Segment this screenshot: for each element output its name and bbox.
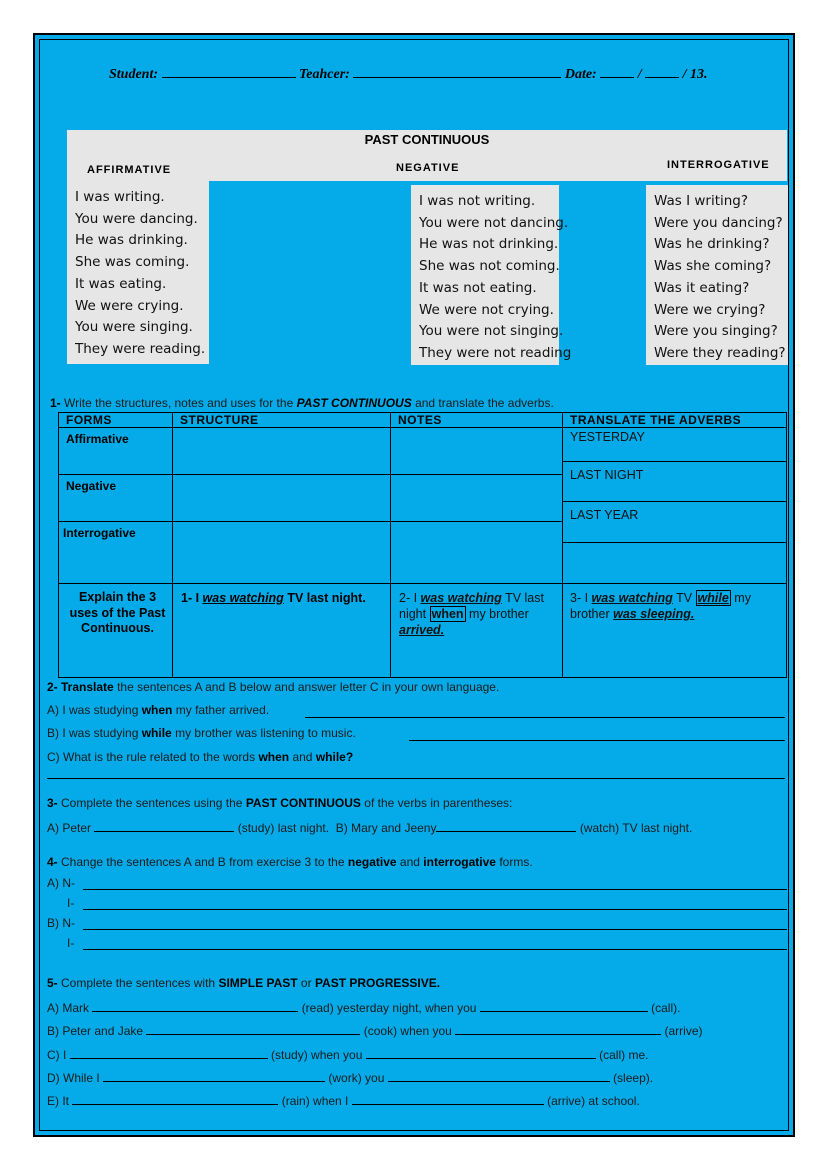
blank-5a-1[interactable] (92, 999, 298, 1012)
affirmative-row-label: Affirmative (59, 428, 173, 475)
teacher-blank[interactable] (353, 65, 561, 78)
date-separator: / (682, 67, 687, 82)
adverb-last-year[interactable] (563, 502, 786, 543)
sentence-text: (cook) when you (363, 1024, 452, 1038)
negative-examples (411, 185, 572, 365)
negative-example-sentence: We were not crying. (419, 301, 554, 318)
negative-example-sentence: It was not eating. (419, 279, 537, 296)
instruction-emphasis: Translate (61, 680, 114, 694)
adverb-blank-space (563, 543, 786, 582)
sentence-text: C) I (47, 1048, 67, 1062)
instruction-emphasis: interrogative (423, 855, 496, 869)
instruction-emphasis: negative (347, 855, 397, 869)
exercise-5-instruction (47, 976, 440, 990)
translate-header: TRANSLATE THE ADVERBS (563, 413, 787, 428)
negative-example-sentence: He was not drinking. (419, 236, 559, 253)
affirmative-example-sentence: We were crying. (75, 297, 184, 314)
answer-line-4b-neg[interactable] (83, 929, 787, 930)
forms-header: FORMS (59, 413, 173, 428)
adverb-label: YESTERDAY (570, 430, 645, 444)
interrogative-notes-cell[interactable] (391, 522, 563, 584)
sentence-keyword: when (141, 703, 173, 717)
instruction-emphasis: PAST CONTINUOUS (296, 396, 412, 410)
structure-header: STRUCTURE (173, 413, 391, 428)
negative-example-sentence: She was not coming. (419, 258, 560, 275)
use-text: TV last night (399, 591, 544, 621)
exercise-number: 3- (47, 796, 58, 810)
sentence-text: (arrive) at school. (547, 1094, 640, 1108)
blank-5b-2[interactable] (455, 1022, 661, 1035)
sentence-text: (study) when you (271, 1048, 363, 1062)
sentence-text: B) I was studying (47, 726, 139, 740)
affirmative-example-sentence: She was coming. (75, 254, 190, 271)
exercise-4-b-int-label: I- (67, 936, 75, 950)
use-keyword: while (697, 591, 729, 605)
affirmative-structure-cell[interactable] (173, 428, 391, 475)
instruction-text: Complete the sentences with (61, 976, 216, 990)
exercise-3-sentences (47, 819, 692, 835)
instruction-emphasis: SIMPLE PAST (218, 976, 298, 990)
use-keyword: when (431, 607, 464, 621)
use-text: TV last night. (287, 591, 366, 605)
use-verb: arrived. (399, 623, 445, 637)
negative-example-sentence: You were not dancing. (419, 214, 569, 231)
use-number: 1- I (181, 591, 200, 605)
instruction-text: or (300, 976, 312, 990)
use-2-cell (391, 584, 563, 678)
instruction-text: Change the sentences A and B from exercise 3 to the (61, 855, 345, 869)
chart-title: PAST CONTINUOUS (364, 132, 490, 147)
sentence-text: (sleep). (613, 1071, 654, 1085)
use-text: my brother (469, 607, 529, 621)
sentence-text: (study) last night. (237, 821, 330, 835)
date-separator: / (637, 67, 642, 82)
negative-example-sentence: You were not singing. (419, 323, 564, 340)
worksheet-page (33, 33, 795, 1137)
interrogative-example-sentence: Were we crying? (654, 301, 766, 318)
negative-title: NEGATIVE (396, 162, 460, 174)
instruction-text: Write the structures, notes and uses for the (64, 396, 294, 410)
exercise-number: 4- (47, 855, 58, 869)
sentence-text: A) I was studying (47, 703, 139, 717)
adverb-yesterday[interactable] (563, 428, 786, 462)
answer-line-4b-int[interactable] (83, 949, 787, 950)
blank-5b-1[interactable] (146, 1022, 360, 1035)
answer-line-2c[interactable] (47, 778, 785, 779)
sentence-text: D) While I (47, 1071, 100, 1085)
negative-row-label: Negative (59, 475, 173, 522)
negative-example-sentence: They were not reading (419, 344, 572, 361)
exercise-1-instruction (50, 396, 554, 410)
use-number: 2- I (399, 591, 418, 605)
interrogative-example-sentence: Were you dancing? (654, 214, 783, 231)
instruction-emphasis: PAST PROGRESSIVE. (314, 976, 441, 990)
teacher-label: Teahcer: (299, 67, 350, 82)
exercise-number: 2- (47, 680, 58, 694)
sentence-text: (arrive) (664, 1024, 703, 1038)
use-verb: was sleeping. (613, 607, 695, 621)
affirmative-example-sentence: He was drinking. (75, 232, 188, 249)
student-label: Student: (109, 67, 159, 82)
sentence-text: (read) yesterday night, when you (301, 1001, 477, 1015)
exercise-4-instruction (47, 855, 533, 869)
interrogative-example-sentence: Were they reading? (654, 344, 786, 361)
negative-example-sentence: I was not writing. (419, 193, 536, 209)
exercise-3-instruction (47, 796, 512, 810)
answer-line-4a-int[interactable] (83, 909, 787, 910)
answer-line-2b[interactable] (409, 740, 785, 741)
use-verb: was watching (591, 591, 673, 605)
interrogative-example-sentence: Was it eating? (654, 279, 750, 296)
sentence-text: (call) me. (599, 1048, 649, 1062)
use-3-cell (563, 584, 787, 678)
affirmative-example-sentence: I was writing. (75, 189, 165, 205)
interrogative-example-sentence: Was he drinking? (654, 236, 770, 253)
exercise-2-instruction (47, 680, 499, 694)
sentence-keyword: while (141, 726, 172, 740)
answer-line-4a-neg[interactable] (83, 889, 787, 890)
header-line (109, 65, 708, 83)
exercise-5-a (47, 999, 680, 1015)
use-text: TV (676, 591, 693, 605)
blank-3a[interactable] (94, 819, 234, 832)
adverb-last-night[interactable] (563, 462, 786, 502)
exercise-number: 1- (50, 396, 61, 410)
use-verb: was watching (202, 591, 284, 605)
structure-table (58, 412, 787, 678)
instruction-text: Complete the sentences using the (61, 796, 243, 810)
instruction-text: and (399, 855, 420, 869)
affirmative-example-sentence: It was eating. (75, 275, 167, 292)
use-verb: was watching (420, 591, 502, 605)
sentence-text: (watch) TV last night. (579, 821, 693, 835)
sentence-text: B) Peter and Jake (47, 1024, 144, 1038)
sentence-text: my brother was listening to music. (175, 726, 356, 740)
exercise-2-c (47, 750, 353, 764)
sentence-text: (call). (651, 1001, 681, 1015)
date-month-blank[interactable] (645, 65, 679, 78)
answer-line-2a[interactable] (305, 717, 785, 718)
blank-3b[interactable] (436, 819, 576, 832)
sentence-text: E) It (47, 1094, 70, 1108)
use-text: my brother (570, 591, 751, 621)
interrogative-row-label: Interrogative (59, 522, 173, 584)
exercise-4-a-neg-label: A) N- (47, 876, 75, 890)
sentence-text: (work) you (328, 1071, 385, 1085)
table-row (59, 428, 787, 475)
exercise-5-d (47, 1069, 653, 1085)
affirmative-example-sentence: You were singing. (75, 319, 193, 336)
sentence-text: my father arrived. (175, 703, 270, 717)
table-row (59, 584, 787, 678)
exercise-4-a-int-label: I- (67, 896, 75, 910)
exercise-4-b-neg-label: B) N- (47, 916, 75, 930)
exercise-5-c (47, 1046, 648, 1062)
interrogative-structure-cell[interactable] (173, 522, 391, 584)
interrogative-title: INTERROGATIVE (667, 159, 770, 171)
adverb-label: LAST NIGHT (570, 468, 644, 482)
date-year: 13. (690, 67, 708, 82)
notes-header: NOTES (391, 413, 563, 428)
sentence-text: and (292, 750, 313, 764)
blank-5c-1[interactable] (70, 1046, 268, 1059)
sentence-text: B) Mary and Jeeny (335, 821, 437, 835)
exercise-number: 5- (47, 976, 58, 990)
sentence-keyword: while? (315, 750, 354, 764)
blank-5c-2[interactable] (366, 1046, 596, 1059)
affirmative-example-sentence: You were dancing. (75, 210, 198, 227)
blank-5e-1[interactable] (72, 1092, 278, 1105)
instruction-text: and translate the adverbs. (415, 396, 554, 410)
sentence-text: A) Peter (47, 821, 92, 835)
instruction-text: of the verbs in parentheses: (364, 796, 513, 810)
affirmative-notes-cell[interactable] (391, 428, 563, 475)
date-day-blank[interactable] (600, 65, 634, 78)
exercise-5-b (47, 1022, 702, 1038)
blank-5a-2[interactable] (480, 999, 648, 1012)
negative-notes-cell[interactable] (391, 475, 563, 522)
instruction-emphasis: PAST CONTINUOUS (245, 796, 361, 810)
sentence-keyword: when (258, 750, 290, 764)
affirmative-title: AFFIRMATIVE (87, 164, 172, 176)
affirmative-examples (67, 181, 209, 364)
interrogative-example-sentence: Was she coming? (654, 258, 772, 275)
adverb-label: LAST YEAR (570, 508, 639, 522)
instruction-text: forms. (499, 855, 533, 869)
interrogative-example-sentence: Was I writing? (654, 193, 749, 209)
negative-structure-cell[interactable] (173, 475, 391, 522)
blank-5e-2[interactable] (352, 1092, 544, 1105)
blank-5d-2[interactable] (388, 1069, 610, 1082)
sentence-text: A) Mark (47, 1001, 89, 1015)
interrogative-example-sentence: Were you singing? (654, 323, 778, 340)
exercise-2-b (47, 726, 356, 740)
exercise-2-a (47, 703, 269, 717)
use-number: 3- I (570, 591, 589, 605)
use-1-cell (173, 584, 391, 678)
instruction-text: the sentences A and B below and answer letter C in your own language. (117, 680, 500, 694)
affirmative-example-sentence: They were reading. (75, 340, 206, 357)
sentence-text: C) What is the rule related to the words (47, 750, 256, 764)
table-header-row (59, 413, 787, 428)
date-label: Date: (564, 67, 597, 82)
explain-uses-label: Explain the 3 uses of the Past Continuous. (59, 584, 173, 678)
blank-5d-1[interactable] (103, 1069, 325, 1082)
interrogative-examples (646, 185, 788, 365)
student-blank[interactable] (162, 65, 296, 78)
adverbs-cell (563, 428, 787, 584)
sentence-text: (rain) when I (281, 1094, 349, 1108)
exercise-5-e (47, 1092, 640, 1108)
